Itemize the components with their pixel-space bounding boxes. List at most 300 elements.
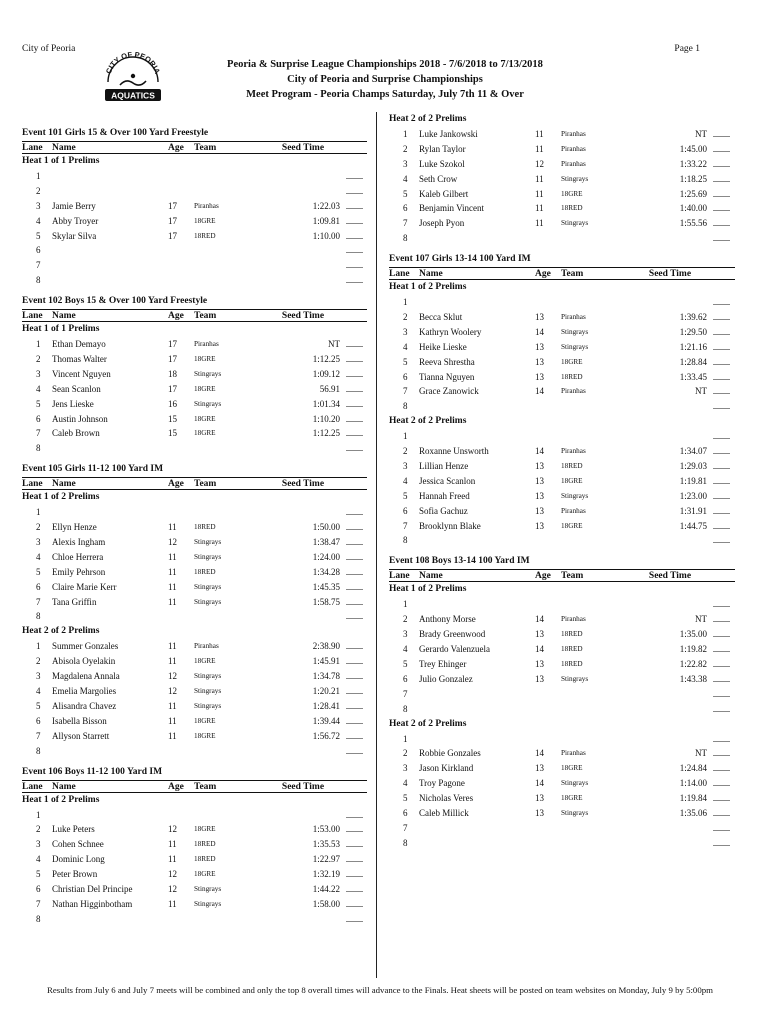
swimmer-name [419,231,535,246]
result-blank-line [707,702,734,717]
result-blank-line [340,580,367,595]
swimmer-name [419,597,535,612]
swimmer-age: 17 [168,200,177,211]
table-row [389,474,735,489]
lane-number: 8 [403,233,408,244]
column-header [22,477,367,490]
result-blank-line [340,882,367,897]
result-blank-line [707,687,734,702]
lane-number: 8 [403,401,408,412]
swimmer-age [535,687,561,702]
swimmer-age: 11 [535,129,544,139]
name-header: Name [52,479,76,490]
seed-time: 1:24.00 [312,551,340,562]
lane-number: 8 [36,611,41,622]
swimmer-name: Heike Lieske [419,341,467,352]
page-number: Page 1 [674,44,700,54]
lane-number: 6 [36,581,41,592]
table-row [22,214,367,229]
result-blank-line [340,229,367,244]
swimmer-name [419,821,535,836]
team-name: Stingrays [194,672,222,681]
result-blank-line [707,355,734,370]
table-row [22,426,367,441]
lane-number: 2 [403,614,408,625]
swimmer-name [419,429,535,444]
table-row [22,243,367,258]
age-header: Age [168,143,184,153]
seed-time [633,399,707,414]
lane-number: 4 [403,644,408,655]
result-blank-line [340,867,367,882]
team-name [194,184,266,199]
table-row [389,370,735,385]
table-row [22,822,367,837]
result-blank-line [340,684,367,699]
swimmer-age: 14 [535,446,544,457]
column-header [22,780,367,793]
team-name [561,821,633,836]
swimmer-age: 13 [535,312,544,323]
table-row [389,687,735,702]
swimmer-name: Luke Jankowski [419,129,478,139]
swimmer-name [52,912,168,927]
swimmer-age: 11 [168,566,177,577]
table-row [389,642,735,657]
heat-title: Heat 2 of 2 Prelims [22,626,100,637]
seed-time [633,295,707,310]
swimmer-name [419,732,535,747]
lane-number: 6 [403,203,408,214]
seed-time: 1:25.69 [679,188,707,199]
table-row [389,459,735,474]
swimmer-age [535,295,561,310]
table-row [389,791,735,806]
result-blank-line [340,669,367,684]
seed-time: 1:24.84 [679,763,707,774]
team-name: Stingrays [194,538,222,547]
team-name: Piranhas [561,447,586,456]
result-blank-line [707,519,734,534]
result-blank-line [340,535,367,550]
swimmer-age [168,441,194,456]
swimmer-age: 12 [535,158,544,169]
swimmer-age [168,808,194,823]
lane-number: 2 [403,446,408,457]
result-blank-line [707,642,734,657]
table-row [389,429,735,444]
seed-time: 1:19.82 [679,644,707,655]
seed-time: NT [695,386,707,397]
result-blank-line [340,441,367,456]
result-blank-line [707,612,734,627]
table-row [22,897,367,912]
team-name [561,399,633,414]
svg-text:AQUATICS: AQUATICS [111,90,155,101]
swimmer-name: Nicholas Veres [419,793,474,804]
lane-number: 1 [403,297,408,308]
seed-time: 2:38.90 [312,641,340,652]
swimmer-name: Skylar Silva [52,230,97,241]
lane-number: 3 [403,629,408,640]
seed-time: 1:43.38 [679,673,707,684]
swimmer-name: Magdalena Annala [52,671,120,682]
swimmer-name: Anthony Morse [419,614,476,625]
team-name: Stingrays [561,491,589,500]
seed-time: 1:10.20 [312,413,340,424]
table-row [22,520,367,535]
seed-time: 1:09.81 [312,215,340,226]
table-row [22,367,367,382]
seed-time: 1:20.21 [312,686,340,697]
result-blank-line [707,172,734,187]
seed-time [633,836,707,851]
table-row [22,699,367,714]
result-blank-line [707,657,734,672]
seed-time: NT [328,339,340,350]
result-blank-line [707,310,734,325]
team-name: Piranhas [561,749,586,758]
result-blank-line [340,852,367,867]
swimmer-age: 17 [168,339,177,350]
team-name: 18RED [194,840,216,849]
lane-number: 7 [403,822,408,833]
swimmer-age: 11 [168,656,177,667]
swimmer-name: Reeva Shrestha [419,356,475,367]
organization-name: City of Peoria [22,44,76,54]
team-name: Piranhas [194,642,219,651]
team-header: Team [194,143,217,153]
table-row [389,172,735,187]
lane-number: 4 [36,383,41,394]
team-name: Stingrays [194,369,222,378]
result-blank-line [340,214,367,229]
result-blank-line [707,791,734,806]
swimmer-name: Joseph Pyon [419,218,465,229]
swimmer-age: 14 [535,644,544,655]
result-blank-line [340,382,367,397]
lane-number: 5 [403,658,408,669]
swimmer-name: Austin Johnson [52,413,108,424]
header-spacer [340,310,367,321]
lane-number: 8 [403,837,408,848]
swimmer-name: Allyson Starrett [52,730,110,741]
lane-number: 7 [403,520,408,531]
heat-title: Heat 1 of 2 Prelims [389,282,467,293]
result-blank-line [340,184,367,199]
result-blank-line [707,776,734,791]
team-name [561,429,633,444]
table-row [389,597,735,612]
team-name: 18RED [194,523,216,532]
meet-program-title: Meet Program - Peoria Champs Saturday, July 7th 11 & Over [246,89,524,100]
swimmer-name: Lillian Henze [419,461,469,472]
swimmer-age: 17 [168,383,177,394]
team-name: Piranhas [194,340,219,349]
age-header: Age [168,311,184,322]
lane-number: 3 [36,839,41,850]
lane-number: 3 [36,200,41,211]
swimmer-name [419,836,535,851]
lane-number: 8 [403,703,408,714]
swimmer-age: 11 [535,203,544,214]
table-row [389,612,735,627]
table-row [22,505,367,520]
lane-number: 3 [403,461,408,472]
lane-number: 7 [36,730,41,741]
team-name: Stingrays [194,552,222,561]
result-blank-line [707,142,734,157]
seed-time-header: Seed Time [281,479,325,490]
table-row [389,702,735,717]
swimmer-name [52,441,168,456]
team-name [194,441,266,456]
header-spacer [340,142,367,153]
lane-number: 3 [403,158,408,169]
swimmer-name: Caleb Millick [419,807,469,818]
lane-number: 1 [36,641,41,652]
result-blank-line [340,912,367,927]
lane-number: 1 [403,733,408,744]
swimmer-name [419,702,535,717]
lane-number: 2 [403,312,408,323]
swimmer-age [168,258,194,273]
lane-number: 1 [36,171,41,181]
name-header: Name [419,269,443,280]
lane-number: 6 [403,673,408,684]
event-title: Event 108 Boys 13-14 100 Yard IM [389,556,530,567]
lane-number: 1 [36,809,41,820]
lane-number: 1 [403,599,408,610]
lane-number: 5 [403,793,408,804]
swimmer-age: 11 [535,143,544,154]
swimmer-name: Isabella Bisson [52,715,107,726]
swimmer-name: Summer Gonzales [52,641,119,652]
swimmer-name: Gerardo Valenzuela [419,644,491,655]
result-blank-line [340,729,367,744]
seed-time [266,169,340,184]
footer-note: Results from July 6 and July 7 meets will be combined and only the top 8 overall times will advance to the Finals. Heat sheets will be posted on team websites on Monday, July 9 by 5:00pm [47,985,713,995]
team-name [561,732,633,747]
result-blank-line [707,821,734,836]
team-name: Stingrays [194,399,222,408]
lane-number: 6 [403,505,408,516]
swimmer-name: Emelia Margolies [52,686,117,697]
event-title: Event 107 Girls 13-14 100 Yard IM [389,254,531,265]
table-row [389,355,735,370]
lane-number: 2 [36,354,41,365]
seed-time: 1:14.00 [679,778,707,789]
swimmer-name: Alexis Ingham [52,537,106,548]
swimmer-age: 13 [535,371,544,382]
swimmer-name: Jens Lieske [52,398,94,409]
table-row [22,808,367,823]
team-name: Stingrays [561,674,589,683]
team-name [194,243,266,258]
swimmer-age [168,184,194,199]
table-row [389,142,735,157]
result-blank-line [340,822,367,837]
result-blank-line [707,459,734,474]
lane-number: 6 [36,413,41,424]
team-name [561,295,633,310]
lane-number: 4 [36,215,41,226]
lane-number: 4 [36,686,41,697]
result-blank-line [707,370,734,385]
result-blank-line [707,216,734,231]
lane-number: 4 [36,551,41,562]
table-row [22,412,367,427]
lane-number: 5 [36,869,41,880]
swimmer-name: Grace Zanowick [419,386,479,397]
swimmer-name: Chloe Herrera [52,551,104,562]
team-name: 18RED [194,567,216,576]
seed-time: 1:28.84 [679,356,707,367]
swimmer-name [52,184,168,199]
table-row [22,580,367,595]
swimmer-age [168,169,194,184]
team-name [194,609,266,624]
left-column [22,120,367,927]
swimmer-age: 14 [535,326,544,337]
result-blank-line [340,426,367,441]
result-blank-line [707,127,734,142]
seed-time: NT [695,748,707,759]
seed-time: 1:45.35 [312,581,340,592]
swimmer-name [52,258,168,273]
lane-header: Lane [22,143,43,153]
swimmer-name: Seth Crow [419,173,458,184]
swimmer-age: 11 [168,854,177,865]
result-blank-line [707,444,734,459]
team-name: 18GRE [194,384,216,393]
team-name: Piranhas [561,506,586,515]
lane-number: 5 [36,398,41,409]
table-row [389,806,735,821]
swimmer-age: 13 [535,341,544,352]
seed-time: NT [695,129,707,139]
seed-time [633,702,707,717]
table-row [389,340,735,355]
table-row [22,729,367,744]
swimmer-age: 13 [535,475,544,486]
team-name: 18GRE [194,429,216,438]
team-name: Stingrays [561,808,589,817]
swimmer-age: 13 [535,807,544,818]
column-divider [376,112,377,978]
swimmer-age [535,399,561,414]
swimmer-age: 12 [168,671,177,682]
seed-time: 1:31.91 [679,505,707,516]
lane-number: 2 [403,748,408,759]
result-blank-line [340,397,367,412]
lane-number: 6 [36,715,41,726]
swimmer-age: 15 [168,413,177,424]
team-name: Piranhas [561,615,586,624]
seed-time [633,732,707,747]
swimmer-name: Peter Brown [52,869,98,880]
swimmer-age: 13 [535,520,544,531]
seed-time: 1:44.22 [312,883,340,894]
team-name: 18RED [561,462,583,471]
swimmer-name [52,744,168,759]
team-name: 18RED [194,231,216,240]
table-row [22,273,367,288]
team-name [561,687,633,702]
table-row [22,639,367,654]
team-name: 18GRE [194,825,216,834]
swimmer-name [52,505,168,520]
event-title: Event 102 Boys 15 & Over 100 Yard Freestyle [22,296,208,307]
result-blank-line [707,672,734,687]
lane-number: 8 [36,913,41,924]
swimmer-age [535,836,561,851]
seed-time: 1:22.03 [312,200,340,211]
swimmer-age: 11 [168,551,177,562]
seed-time: 1:35.06 [679,807,707,818]
swimmer-age: 11 [535,173,544,184]
lane-number: 3 [36,671,41,682]
team-name: Piranhas [194,201,219,210]
table-row [389,310,735,325]
seed-time: 1:22.97 [312,854,340,865]
heat-title: Heat 1 of 2 Prelims [22,492,100,503]
swimmer-name: Sean Scanlon [52,383,101,394]
swimmer-name [52,169,168,184]
lane-number: 4 [403,341,408,352]
table-row [22,382,367,397]
seed-time: 1:28.41 [312,700,340,711]
lane-number: 5 [403,490,408,501]
team-name [194,912,266,927]
team-name: Piranhas [561,387,586,396]
table-row [389,672,735,687]
team-name: 18GRE [194,355,216,364]
swimmer-age: 13 [535,629,544,640]
lane-number: 5 [403,356,408,367]
table-row [389,384,735,399]
team-name: 18GRE [194,870,216,879]
seed-time: 1:12.25 [312,354,340,365]
result-blank-line [707,201,734,216]
seed-time: 1:39.62 [679,312,707,323]
lane-number: 2 [36,522,41,533]
swimmer-name: Becca Sklut [419,312,463,323]
result-blank-line [707,340,734,355]
seed-time: 1:35.00 [679,629,707,640]
table-row [22,258,367,273]
seed-time: 1:55.56 [679,218,707,229]
seed-time: 1:21.16 [679,341,707,352]
seed-time: 1:40.00 [679,203,707,214]
team-name: 18RED [561,204,583,213]
team-name [194,808,266,823]
table-row [389,657,735,672]
age-header: Age [168,781,184,792]
heat-title: Heat 2 of 2 Prelims [389,718,467,729]
team-name: 18GRE [561,357,583,366]
swimmer-name: Brooklynn Blake [419,520,481,531]
seed-time [266,609,340,624]
lane-number: 4 [403,173,408,184]
table-row [22,669,367,684]
seed-time: 1:35.53 [312,839,340,850]
table-row [389,187,735,202]
swimmer-name: Alisandra Chavez [52,700,117,711]
table-row [22,714,367,729]
seed-time [266,744,340,759]
swimmer-name: Kaleb Gilbert [419,188,469,199]
